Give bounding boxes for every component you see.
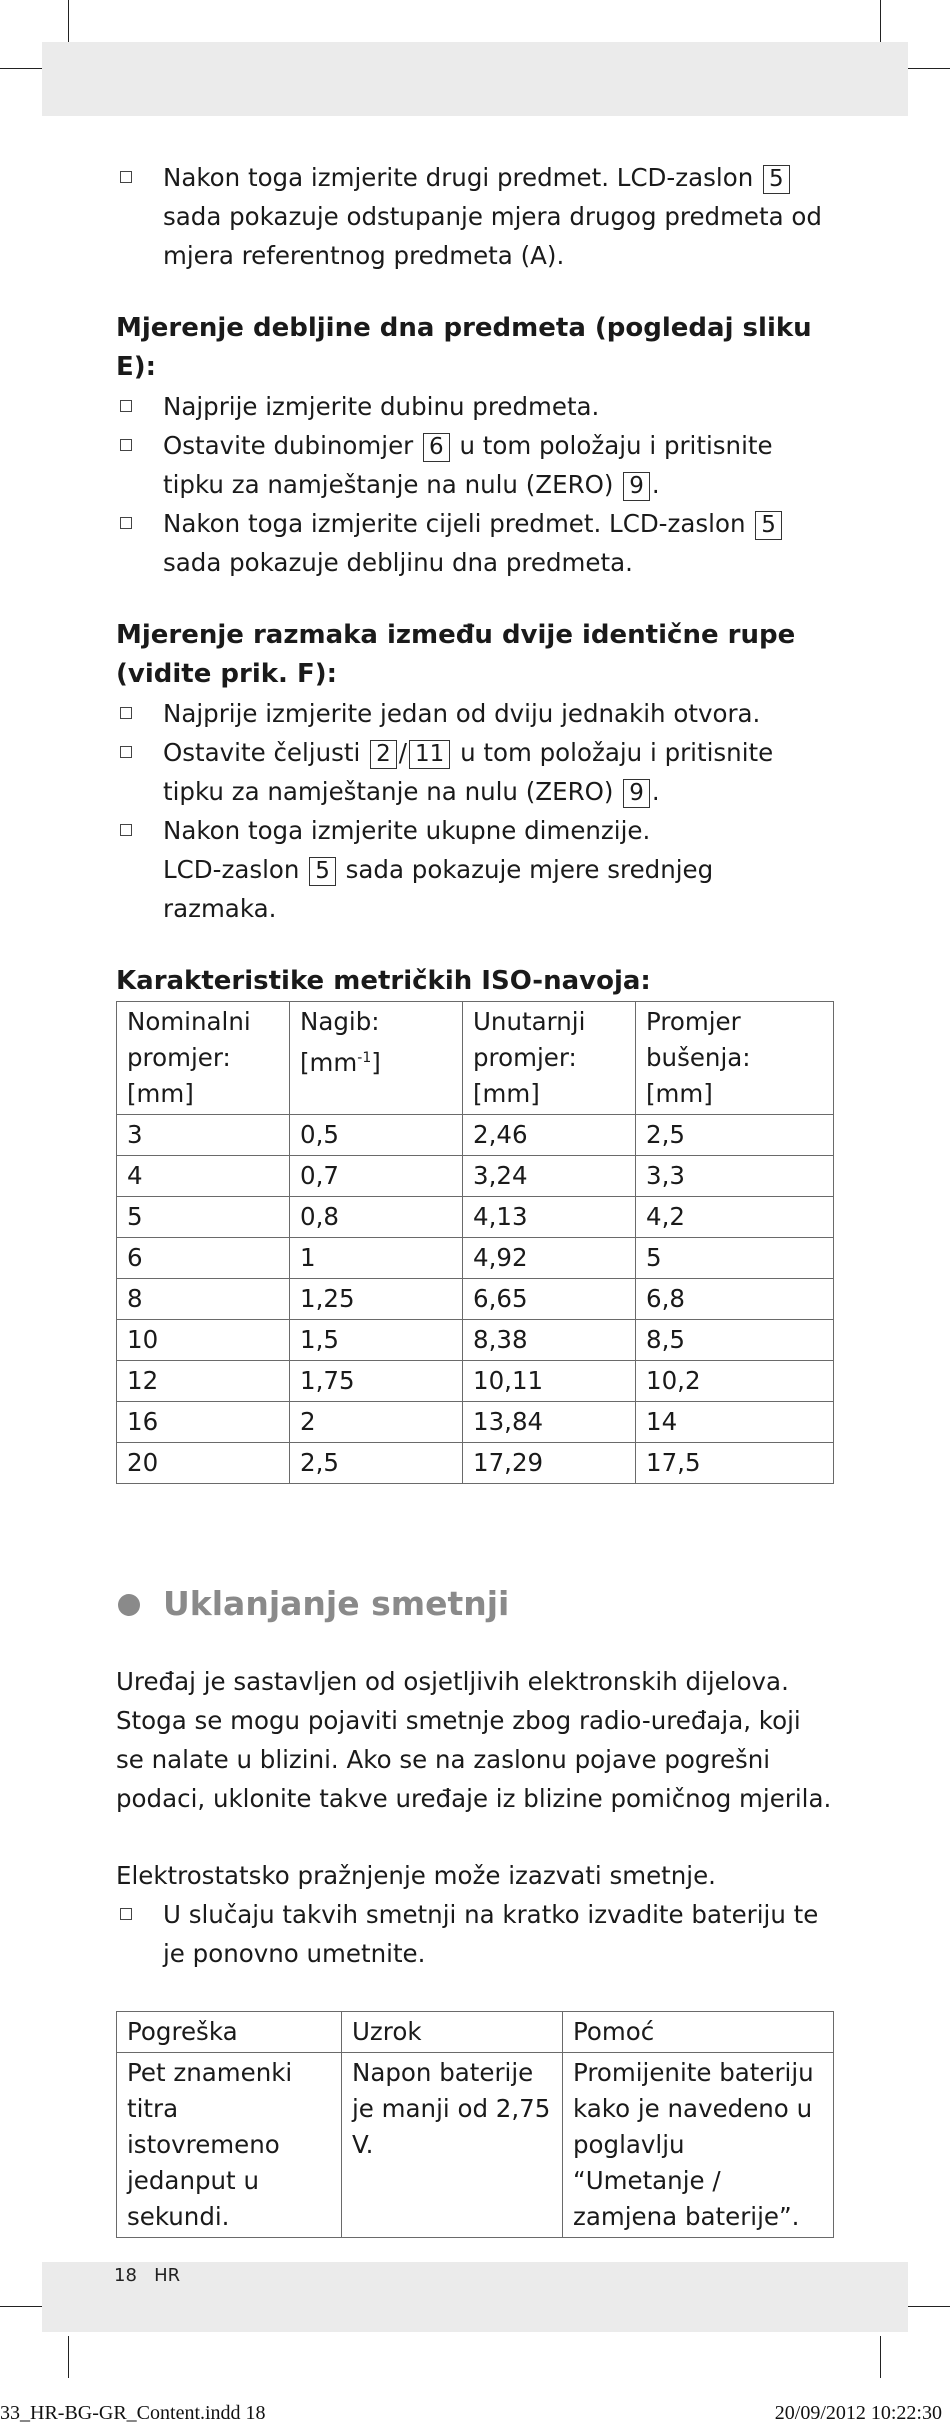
section-heading: Mjerenje debljine dna predmeta (pogledaj sliku E): <box>116 313 812 382</box>
reference-number: 11 <box>409 740 450 769</box>
table-row: 6 1 4,92 5 <box>117 1238 834 1279</box>
section-heading: Mjerenje razmaka između dvije identične rupe (vidite prik. F): <box>116 620 796 689</box>
crop-mark <box>908 68 950 69</box>
table-header-cell: Nagib: $[mm^{-1}]$ <box>290 1002 463 1115</box>
paragraph: Elektrostatsko pražnjenje može izazvati smetnje. <box>116 1861 716 1890</box>
table-heading: Karakteristike metričkih ISO-navoja: <box>116 966 651 996</box>
list-item: Najprije izmjerite dubinu predmeta. <box>116 387 834 426</box>
page-number: 18 HR <box>114 2265 181 2286</box>
table-header-cell: Uzrok <box>342 2012 563 2053</box>
checkbox-bullet-icon <box>120 400 132 412</box>
troubleshoot-table <box>116 2011 834 2238</box>
table-row: 12 1,75 10,11 10,2 <box>117 1361 834 1402</box>
table-row: 20 2,5 17,29 17,5 <box>117 1443 834 1484</box>
reference-number: 5 <box>755 511 782 540</box>
table-row: 3 0,5 2,46 2,5 <box>117 1115 834 1156</box>
table-row: Pet znamenki titra istovremeno jedanput u sekundi. Napon baterije je manji od 2,75 V. Promijenite bateriju kako je navedeno u poglavlju “Umetanje / zamjena baterije”. <box>117 2053 834 2238</box>
table-row: 4 0,7 3,24 3,3 <box>117 1156 834 1197</box>
reference-number: 6 <box>423 433 450 462</box>
checkbox-bullet-icon <box>120 824 132 836</box>
table-header-cell: Unutarnji promjer: [mm] <box>463 1002 636 1115</box>
reference-number: 2 <box>370 740 397 769</box>
list-item: Nakon toga izmjerite cijeli predmet. LCD-zaslon 5 sada pokazuje debljinu dna predmeta. <box>116 504 834 582</box>
bullet-dot-icon <box>118 1594 140 1616</box>
table-header-row <box>117 1002 834 1115</box>
table-header-cell: Promjer bušenja: [mm] <box>636 1002 834 1115</box>
crop-mark <box>908 2306 950 2307</box>
crop-mark <box>0 2306 42 2307</box>
crop-mark <box>880 2336 881 2378</box>
section-title: Uklanjanje smetnji <box>116 1584 834 1624</box>
list-item: Najprije izmjerite jedan od dviju jednakih otvora. <box>116 694 834 733</box>
reference-number: 5 <box>763 165 790 194</box>
paragraph: Uređaj je sastavljen od osjetljivih elektronskih dijelova. Stoga se mogu pojaviti smetnje zbog radio-uređaja, koji se nalate u blizini. Ako se na zaslonu pojave pogrešni podaci, uklonite takve uređaje iz blizine pomičnog mjerila. <box>116 1667 832 1813</box>
checkbox-bullet-icon <box>120 746 132 758</box>
reference-number: 9 <box>623 779 650 808</box>
file-slug: 33_HR-BG-GR_Content.indd 18 <box>0 2402 266 2424</box>
list-item: Nakon toga izmjerite ukupne dimenzije. LCD-zaslon 5 sada pokazuje mjere srednjeg razmaka. <box>116 811 834 928</box>
checkbox-bullet-icon <box>120 707 132 719</box>
checkbox-bullet-icon <box>120 1908 132 1920</box>
table-header-cell: Pogreška <box>117 2012 342 2053</box>
checkbox-bullet-icon <box>120 171 132 183</box>
table-row: 5 0,8 4,13 4,2 <box>117 1197 834 1238</box>
table-row: 8 1,25 6,65 6,8 <box>117 1279 834 1320</box>
checkbox-bullet-icon <box>120 517 132 529</box>
checkbox-bullet-icon <box>120 439 132 451</box>
crop-mark <box>68 2336 69 2378</box>
timestamp-slug: 20/09/2012 10:22:30 <box>774 2402 942 2424</box>
page-content <box>116 158 834 2238</box>
list-item: Ostavite dubinomjer 6 u tom položaju i pritisnite tipku za namještanje na nulu (ZERO) 9 . <box>116 426 834 504</box>
table-header-cell: Pomoć <box>563 2012 834 2053</box>
crop-mark <box>68 0 69 42</box>
table-header-cell: Nominalni promjer: [mm] <box>117 1002 290 1115</box>
crop-mark <box>0 68 42 69</box>
reference-number: 9 <box>623 472 650 501</box>
header-band <box>42 42 908 116</box>
list-item: Ostavite čeljusti 2 / 11 u tom položaju i pritisnite tipku za namještanje na nulu (ZERO) 9 . <box>116 733 834 811</box>
crop-mark <box>880 0 881 42</box>
list-item: Nakon toga izmjerite drugi predmet. LCD-zaslon 5 sada pokazuje odstupanje mjera drugog predmeta od mjera referentnog predmeta (A). <box>116 158 834 275</box>
table-row: 10 1,5 8,38 8,5 <box>117 1320 834 1361</box>
iso-thread-table <box>116 1001 834 1484</box>
table-row: 16 2 13,84 14 <box>117 1402 834 1443</box>
table-header-row <box>117 2012 834 2053</box>
list-item: U slučaju takvih smetnji na kratko izvadite bateriju te je ponovno umetnite. <box>116 1895 834 1973</box>
reference-number: 5 <box>309 857 336 886</box>
